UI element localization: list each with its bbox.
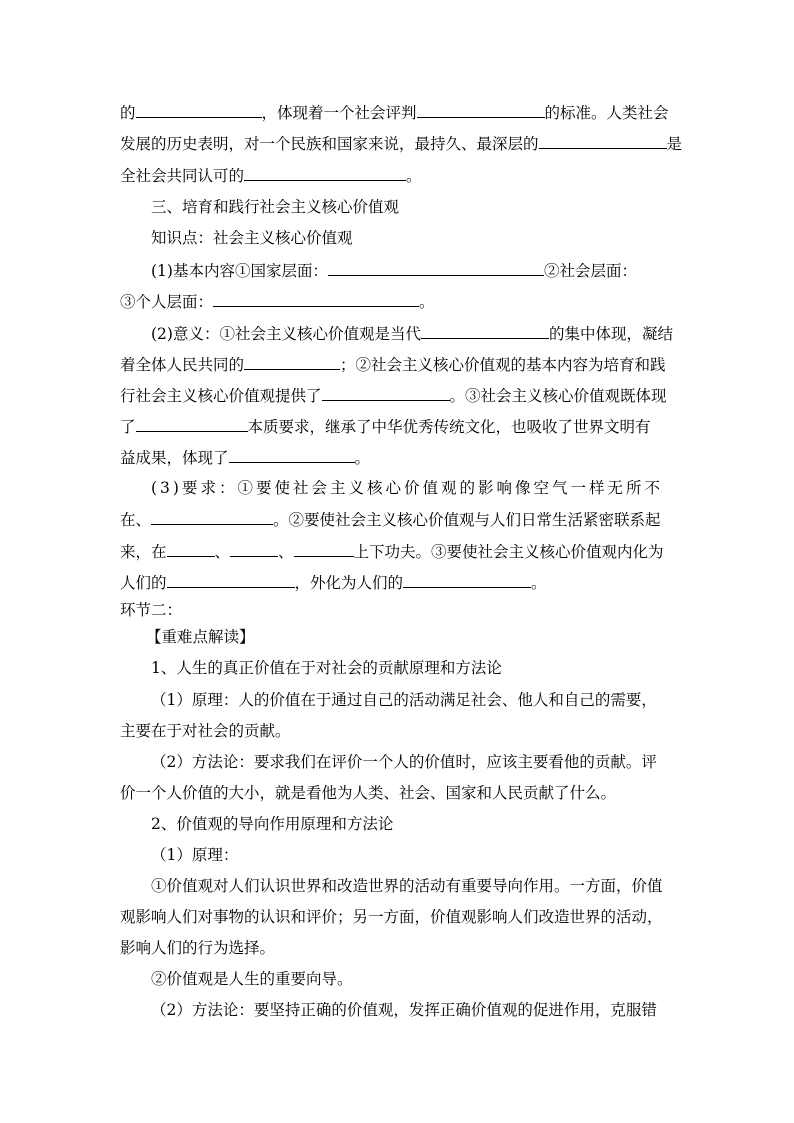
text-line: （1）原理： bbox=[151, 846, 239, 864]
fill-blank[interactable] bbox=[244, 165, 406, 181]
stage-label: 环节二： bbox=[120, 601, 183, 619]
text-line: 价一个人价值的大小，就是看他为人类、社会、国家和人民贡献了什么。 bbox=[120, 784, 617, 802]
fill-blank[interactable] bbox=[403, 572, 531, 588]
text-line: 行社会主义核心价值观提供了 。③社会主义核心价值观既体现 bbox=[120, 387, 667, 405]
fill-blank[interactable] bbox=[322, 385, 450, 401]
section-title: 【重难点解读】 bbox=[146, 628, 255, 646]
fill-blank[interactable] bbox=[167, 572, 295, 588]
fill-blank[interactable] bbox=[230, 541, 278, 557]
text-line: 发展的历史表明，对一个民族和国家来说，最持久、最深层的 是 bbox=[120, 135, 683, 153]
text-line: (2)意义：①社会主义核心价值观是当代 的集中体现，凝结 bbox=[151, 325, 673, 343]
text-line: ③个人层面： 。 bbox=[120, 293, 435, 311]
fill-blank[interactable] bbox=[417, 102, 545, 118]
text-line: (1)基本内容①国家层面： ②社会层面： bbox=[151, 262, 637, 280]
fill-blank[interactable] bbox=[539, 133, 667, 149]
fill-blank[interactable] bbox=[151, 509, 273, 525]
text-line: （2）方法论：要求我们在评价一个人的价值时，应该主要看他的贡献。评 bbox=[151, 753, 657, 771]
fill-blank[interactable] bbox=[294, 541, 354, 557]
fill-blank[interactable] bbox=[136, 416, 248, 432]
fill-blank[interactable] bbox=[229, 447, 355, 463]
text-line: 着全体人民共同的 ；②社会主义核心价值观的基本内容为培育和践 bbox=[120, 356, 666, 374]
knowledge-point: 知识点：社会主义核心价值观 bbox=[151, 229, 353, 247]
text-line: 在、 。②要使社会主义核心价值观与人们日常生活紧密联系起 bbox=[120, 511, 661, 529]
text-line: (3)要求：①要使社会主义核心价值观的影响像空气一样无所不 bbox=[151, 479, 663, 497]
text-line: 影响人们的行为选择。 bbox=[120, 939, 276, 957]
section-heading: 三、培育和践行社会主义核心价值观 bbox=[151, 198, 400, 216]
fill-blank[interactable] bbox=[421, 323, 549, 339]
text-line: （2）方法论：要坚持正确的价值观，发挥正确价值观的促进作用，克服错 bbox=[151, 1001, 657, 1019]
fill-blank[interactable] bbox=[328, 260, 544, 276]
point-heading: 1、人生的真正价值在于对社会的贡献原理和方法论 bbox=[151, 659, 502, 677]
fill-blank[interactable] bbox=[167, 541, 215, 557]
text-line: 全社会共同认可的 。 bbox=[120, 167, 422, 185]
text-line: 主要在于对社会的贡献。 bbox=[120, 722, 291, 740]
text-line: ①价值观对人们认识世界和改造世界的活动有重要导向作用。一方面，价值 bbox=[151, 877, 663, 895]
text-line: 益成果，体现了 。 bbox=[120, 449, 371, 467]
fill-blank[interactable] bbox=[244, 354, 340, 370]
text-line: 人们的 ，外化为人们的 。 bbox=[120, 574, 547, 592]
text-line: （1）原理：人的价值在于通过自己的活动满足社会、他人和自己的需要， bbox=[151, 691, 657, 709]
text-line: 观影响人们对事物的认识和评价；另一方面，价值观影响人们改造世界的活动， bbox=[120, 908, 663, 926]
fill-blank[interactable] bbox=[213, 291, 419, 307]
text-line: 的 ，体现着一个社会评判 的标准。人类社会 bbox=[120, 104, 669, 122]
text-line: ②价值观是人生的重要向导。 bbox=[151, 970, 353, 988]
text-line: 了 本质要求，继承了中华优秀传统文化，也吸收了世界文明有 bbox=[120, 418, 651, 436]
text-line: 来，在 、 、 上下功夫。③要使社会主义核心价值观内化为 bbox=[120, 543, 664, 561]
point-heading: 2、价值观的导向作用原理和方法论 bbox=[151, 815, 394, 833]
fill-blank[interactable] bbox=[136, 102, 262, 118]
